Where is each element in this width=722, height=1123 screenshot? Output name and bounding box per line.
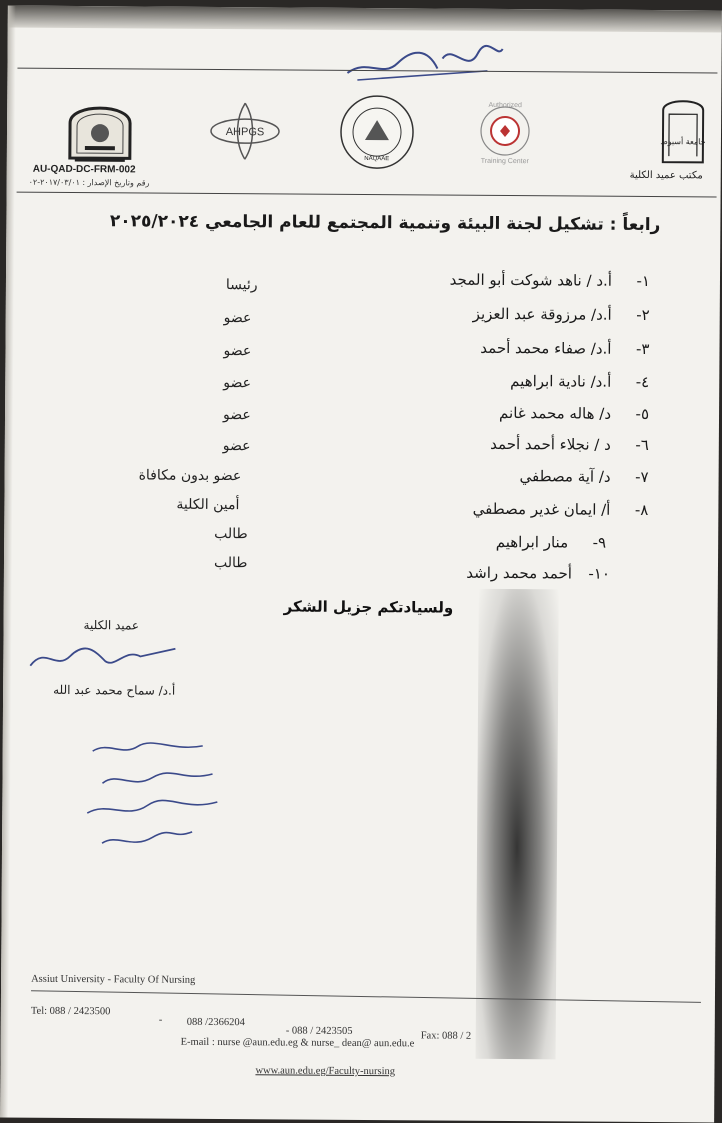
training-center-text: Training Center: [480, 157, 529, 166]
member-role: عضو: [223, 375, 252, 392]
member-name: أ.د/ صفاء محمد أحمد: [480, 338, 612, 358]
footer-tel: Tel: 088 / 2423500: [30, 1005, 111, 1018]
member-row-8: [473, 500, 649, 519]
dean-office-label: مكتب عميد الكلية: [629, 169, 703, 182]
scan-top-band: [8, 6, 722, 33]
naqaae-seal-text: NAQAAE: [364, 156, 390, 163]
scan-fold-shadow: [476, 589, 559, 1060]
footer-rule: [31, 990, 701, 1003]
member-number: ١-: [636, 271, 651, 291]
naqaae-seal-logo: [337, 92, 418, 173]
member-name: د/ آية مصطفي: [519, 467, 611, 486]
member-name: د/ هاله محمد غانم: [499, 403, 612, 423]
faculty-emblem-logo: [65, 98, 135, 166]
footer-website: www.aun.edu.eg/Faculty-nursing: [255, 1065, 396, 1078]
member-name: منار ابراهيم: [495, 532, 569, 552]
training-center-logo: [465, 97, 545, 168]
footer-university: Assiut University - Faculty Of Nursing: [31, 973, 196, 986]
member-row-4: [510, 372, 649, 391]
assiut-university-logo: [655, 90, 712, 166]
member-number: ٨-: [634, 500, 649, 520]
footer-fax: Fax: 088 / 2: [420, 1030, 472, 1042]
member-row-5: [499, 404, 649, 423]
dean-title: عميد الكلية: [83, 618, 140, 633]
closing-thanks: ولسيادتكم جزيل الشكر: [283, 597, 454, 617]
member-name: أ/ ايمان غدير مصطفي: [472, 499, 611, 519]
scan-left-edge: [0, 6, 16, 1118]
member-role: عضو: [223, 310, 252, 327]
dean-signature: [25, 636, 185, 677]
committee-title: رابعاً : تشكيل لجنة البيئة وتنمية المجتمع للعام الجامعي ٢٠٢٥/٢٠٢٤: [109, 211, 661, 236]
footer-dash: -: [158, 1014, 163, 1026]
member-row-6: [490, 435, 649, 454]
member-number: ٧-: [635, 467, 649, 487]
footer-tel3: - 088 / 2423505: [285, 1025, 353, 1037]
authorized-text: Authorized: [488, 101, 522, 110]
member-name: أ.د/ نادية ابراهيم: [510, 372, 612, 391]
member-role: عضو: [222, 407, 251, 424]
dean-name: أ.د/ سماح محمد عبد الله: [53, 682, 176, 698]
header-bottom-rule: [17, 192, 717, 198]
member-name: أ.د/ مرزوقة عبد العزيز: [472, 304, 612, 324]
member-row-9: [496, 533, 606, 552]
member-role: عضو: [223, 343, 252, 360]
member-name: د / نجلاء أحمد أحمد: [490, 434, 611, 454]
member-number: ٣-: [635, 339, 650, 359]
member-number: ٤-: [635, 372, 650, 392]
member-role: رئيسا: [225, 277, 258, 294]
member-row-2: [473, 305, 650, 324]
form-code: AU-QAD-DC-FRM-002: [32, 163, 136, 176]
document-page: [0, 6, 722, 1123]
footer-email: E-mail : nurse @aun.edu.eg & nurse_ dean@ aun.edu.e: [180, 1036, 415, 1050]
handwritten-approval-notes: [72, 731, 233, 862]
ahpgs-logo: [205, 99, 285, 164]
member-number: ١٠-: [588, 564, 611, 583]
member-role: عضو بدون مكافاة: [138, 467, 242, 485]
ahpgs-logo-text: AHPGS: [225, 126, 265, 139]
member-number: ٩-: [592, 533, 607, 552]
member-row-1: [450, 271, 650, 290]
member-number: ٥-: [635, 404, 650, 424]
handwritten-note-top: [337, 38, 507, 89]
footer-tel2: 088 /2366204: [186, 1016, 245, 1029]
issue-date: رقم وتاريخ الإصدار : ٢٠١٧/٠٣/٠١-٠٢: [28, 177, 150, 188]
member-row-7: [519, 467, 648, 486]
member-role: طالب: [213, 554, 248, 572]
member-row-3: [480, 339, 649, 358]
member-role: طالب: [214, 525, 248, 543]
member-number: ٢-: [636, 305, 650, 325]
member-name: أحمد محمد راشد: [466, 563, 573, 583]
member-number: ٦-: [635, 435, 649, 455]
member-role: عضو: [222, 438, 251, 455]
member-name: أ.د / ناهد شوكت أبو المجد: [449, 270, 613, 290]
member-row-10: [466, 564, 610, 583]
assiut-logo-text: جامعة أسيوط: [660, 137, 706, 147]
member-role: أمين الكلية: [176, 496, 240, 514]
